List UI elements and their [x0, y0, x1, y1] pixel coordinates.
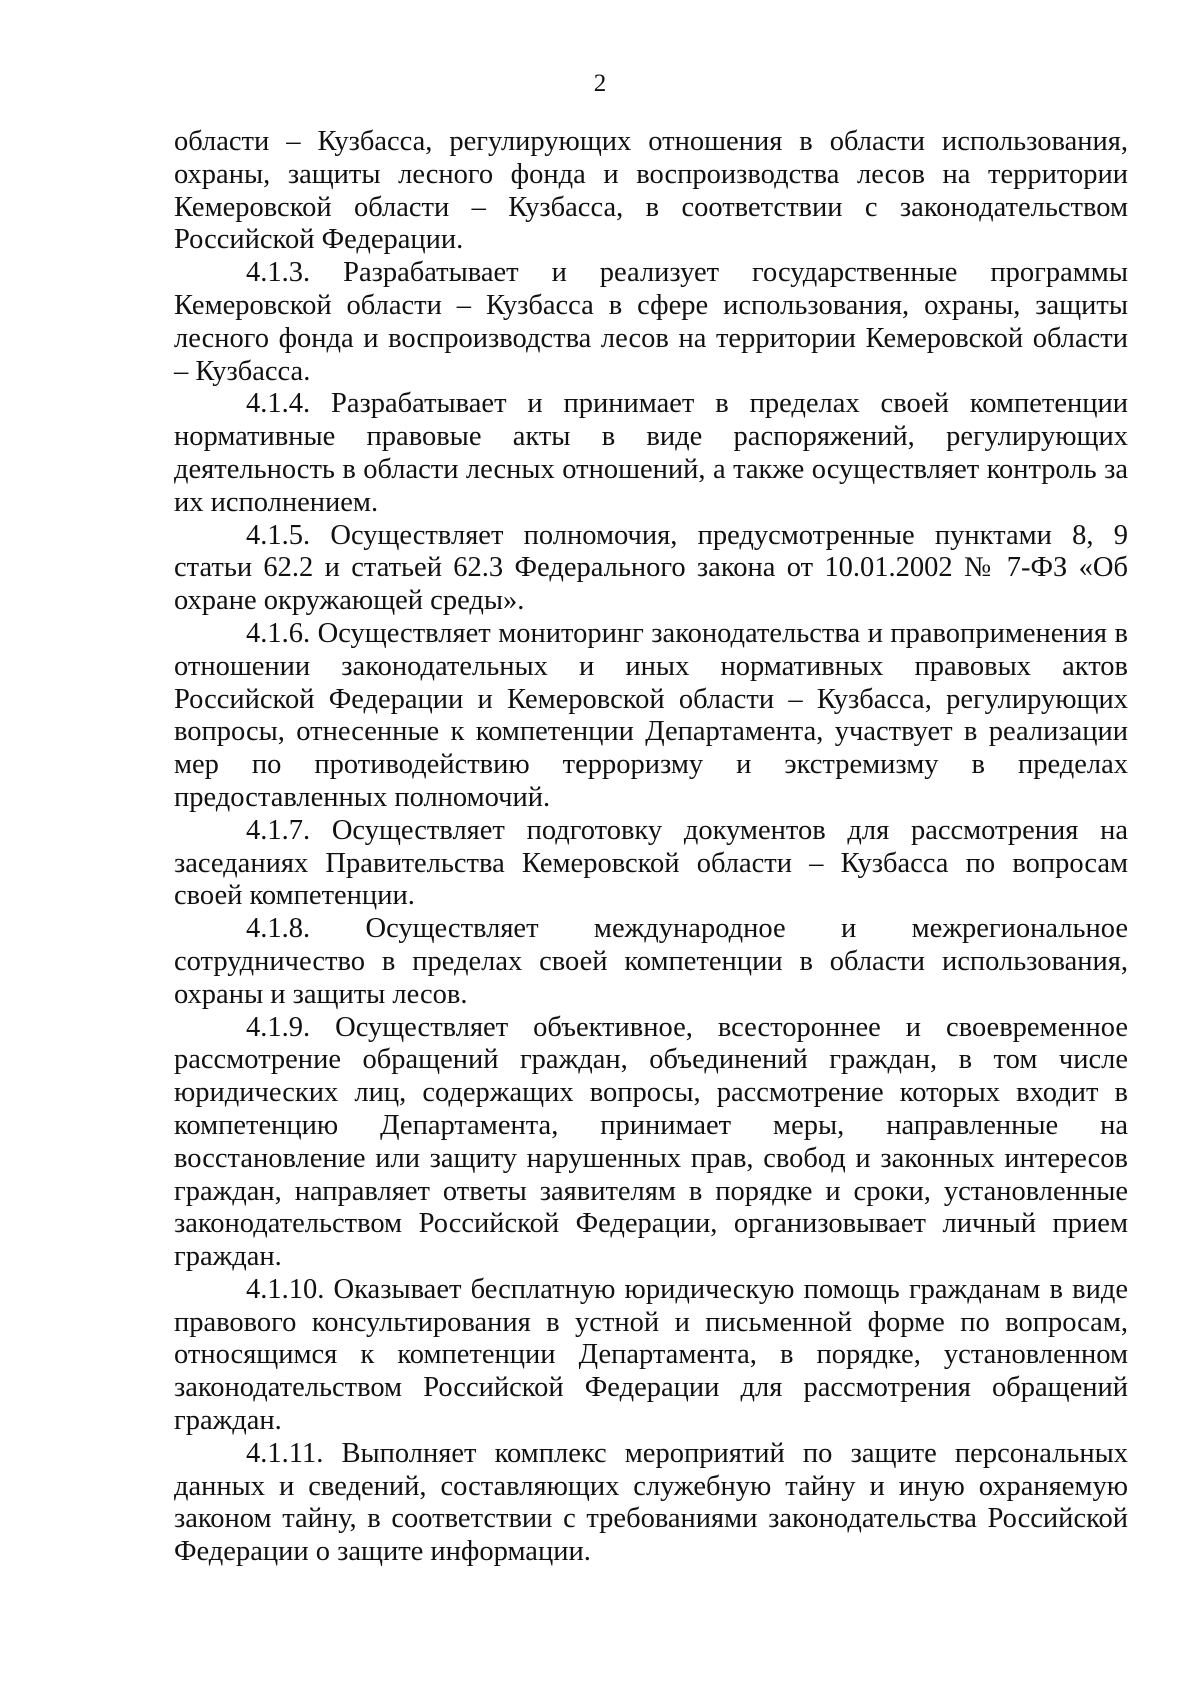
paragraph-4-1-8: 4.1.8. Осуществляет международное и межрегиональное сотрудничество в пределах своей компетенции в области использования, охраны и защиты лесов. — [174, 913, 1128, 1010]
paragraph-4-1-3: 4.1.3. Разрабатывает и реализует государственные программы Кемеровской области – Кузбасса в сфере использования, охраны, защиты лесного фонда и воспроизводства лесов на территории Кемеровской области – Кузбасса. — [174, 257, 1128, 387]
paragraph-4-1-10: 4.1.10. Оказывает бесплатную юридическую помощь гражданам в виде правового консультирования в устной и письменной форме по вопросам, относящимся к компетенции Департамента, в порядке, установленном законодательством Российской Федерации для рассмотрения обращений граждан. — [174, 1273, 1128, 1437]
paragraph-4-1-4: 4.1.4. Разрабатывает и принимает в пределах своей компетенции нормативные правовые акты в виде распоряжений, регулирующих деятельность в области лесных отношений, а также осуществляет контроль за их исполнением. — [174, 388, 1128, 518]
paragraph-continuation: области – Кузбасса, регулирующих отношения в области использования, охраны, защиты лесного фонда и воспроизводства лесов на территории Кемеровской области – Кузбасса, в соответствии с законодательством Российской Федерации. — [174, 126, 1128, 256]
paragraph-4-1-5: 4.1.5. Осуществляет полномочия, предусмотренные пунктами 8, 9 статьи 62.2 и статьей 62.3 Федерального закона от 10.01.2002 № 7-ФЗ «Об охране окружающей среды». — [174, 519, 1128, 617]
paragraph-4-1-9: 4.1.9. Осуществляет объективное, всестороннее и своевременное рассмотрение обращений граждан, объединений граждан, в том числе юридических лиц, содержащих вопросы, рассмотрение которых входит в компетенцию Департамента, принимает меры, направленные на восстановление или защиту нарушенных прав, свобод и законных интересов граждан, направляет ответы заявителям в порядке и сроки, установленные законодательством Российской Федерации, организовывает личный прием граждан. — [174, 1011, 1128, 1273]
paragraph-4-1-11: 4.1.11. Выполняет комплекс мероприятий по защите персональных данных и сведений, составляющих служебную тайну и иную охраняемую законом тайну, в соответствии с требованиями законодательства Российской Федерации о защите информации. — [174, 1437, 1128, 1568]
page-number: 2 — [593, 70, 607, 97]
paragraph-4-1-7: 4.1.7. Осуществляет подготовку документов для рассмотрения на заседаниях Правительства Кемеровской области – Кузбасса по вопросам своей компетенции. — [174, 814, 1128, 912]
document-body — [174, 126, 1128, 1569]
paragraph-4-1-6: 4.1.6. Осуществляет мониторинг законодательства и правоприменения в отношении законодательных и иных нормативных правовых актов Российской Федерации и Кемеровской области – Кузбасса, регулирующих вопросы, отнесенные к компетенции Департамента, участвует в реализации мер по противодействию терроризму и экстремизму в пределах предоставленных полномочий. — [174, 617, 1128, 813]
